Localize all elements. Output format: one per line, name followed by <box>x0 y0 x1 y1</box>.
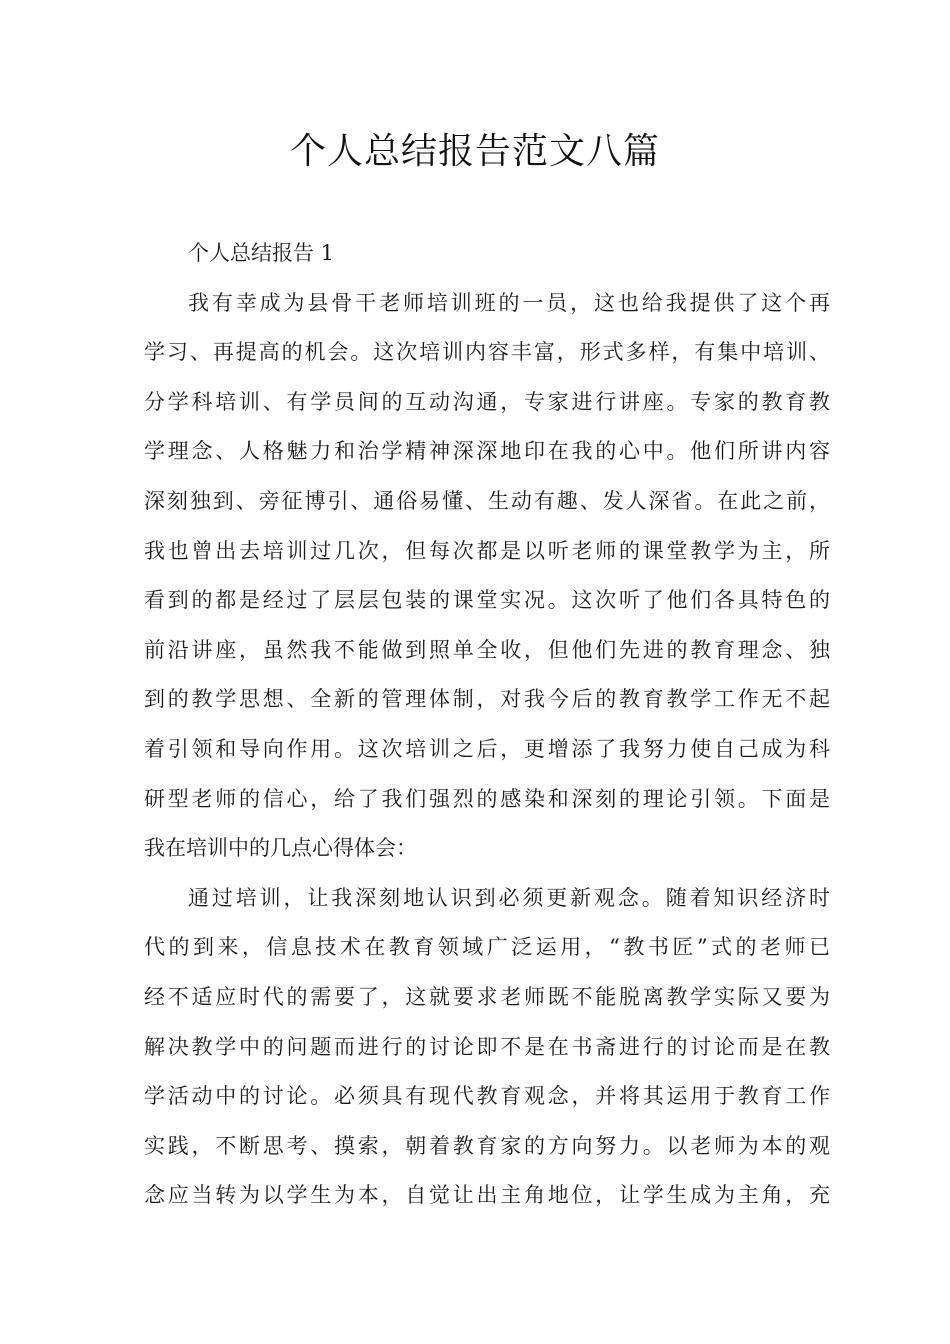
paragraph-line: 实践，不断思考、摸索，朝着教育家的方向努力。以老师为本的观 <box>144 1133 830 1158</box>
paragraph-line: 我在培训中的几点心得体会： <box>144 836 417 861</box>
paragraph-line: 念应当转为以学生为本，自觉让出主角地位，让学生成为主角，充 <box>144 1183 830 1208</box>
paragraph-line: 学理念、人格魅力和治学精神深深地印在我的心中。他们所讲内容 <box>144 439 830 464</box>
paragraph-line: 前沿讲座，虽然我不能做到照单全收，但他们先进的教育理念、独 <box>144 637 830 662</box>
paragraph-line: 到的教学思想、全新的管理体制，对我今后的教育教学工作无不起 <box>144 687 830 712</box>
paragraph-line: 着引领和导向作用。这次培训之后，更增添了我努力使自己成为科 <box>144 736 830 761</box>
paragraph-line: 深刻独到、旁征博引、通俗易懂、生动有趣、发人深省。在此之前， <box>144 488 830 513</box>
paragraph-line: 研型老师的信心，给了我们强烈的感染和深刻的理论引领。下面是 <box>144 786 830 811</box>
paragraph-line: 解决教学中的问题而进行的讨论即不是在书斋进行的讨论而是在教 <box>144 1034 830 1059</box>
document-body <box>144 229 830 1221</box>
paragraph-line: 学习、再提高的机会。这次培训内容丰富，形式多样，有集中培训、 <box>144 340 830 365</box>
paragraph-line: 我有幸成为县骨干老师培训班的一员，这也给我提供了这个再 <box>188 290 830 315</box>
paragraph-line: 代的到来，信息技术在教育领域广泛运用，“教书匠”式的老师已 <box>144 935 830 960</box>
paragraph-line: 学活动中的讨论。必须具有现代教育观念，并将其运用于教育工作 <box>144 1084 830 1109</box>
section-heading: 个人总结报告 1 <box>188 241 335 265</box>
paragraph-line: 看到的都是经过了层层包装的课堂实况。这次听了他们各具特色的 <box>144 588 830 613</box>
paragraph-line: 我也曾出去培训过几次，但每次都是以听老师的课堂教学为主，所 <box>144 538 830 563</box>
document-title: 个人总结报告范文八篇 <box>289 131 660 172</box>
paragraph-line: 分学科培训、有学员间的互动沟通，专家进行讲座。专家的教育教 <box>144 389 830 414</box>
paragraph-line: 通过培训，让我深刻地认识到必须更新观念。随着知识经济时 <box>188 885 830 910</box>
paragraph-line: 经不适应时代的需要了，这就要求老师既不能脱离教学实际又要为 <box>144 984 830 1009</box>
